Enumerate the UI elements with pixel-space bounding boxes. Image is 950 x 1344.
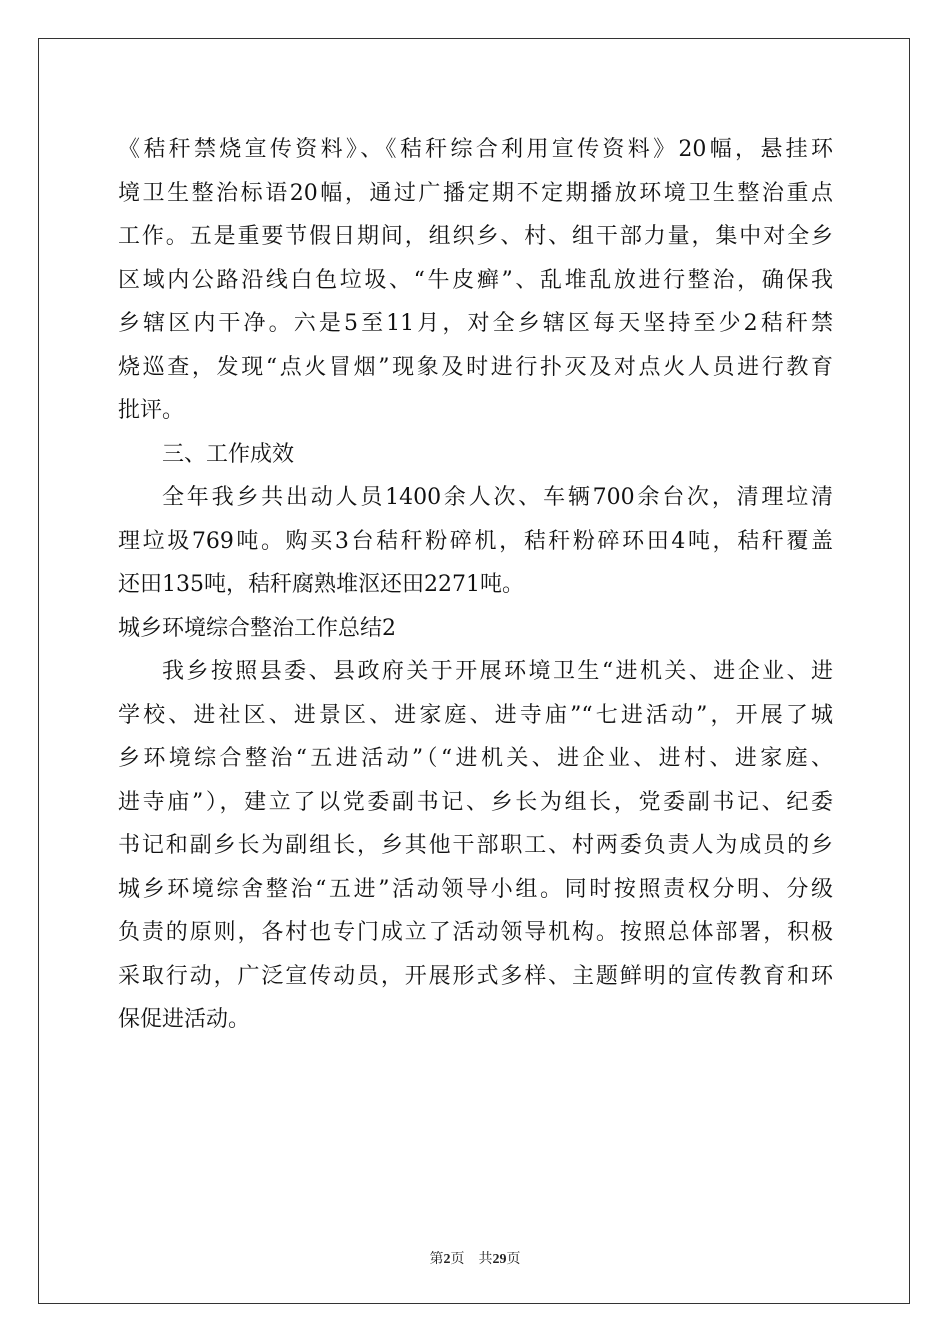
text-line: 进寺庙”），建立了以党委副书记、乡长为组长，党委副书记、纪委 — [118, 789, 833, 815]
text-line: 全年我乡共出动人员1400余人次、车辆700余台次，清理垃清 — [162, 485, 833, 510]
document-body — [118, 128, 833, 1042]
text-line: 《秸秆禁烧宣传资料》、《秸秆综合利用宣传资料》20幅，悬挂环 — [118, 137, 833, 162]
text-line: 保促进活动。 — [118, 1007, 251, 1032]
text-line: 我乡按照县委、县政府关于开展环境卫生“进机关、进企业、进 — [162, 659, 833, 684]
total-prefix: 共 — [478, 1251, 493, 1267]
text-line: 批评。 — [118, 398, 185, 423]
article-title: 城乡环境综合整治工作总结2 — [118, 615, 396, 641]
text-line: 区域内公路沿线白色垃圾、“牛皮癣”、乱堆乱放进行整治，确保我 — [118, 267, 833, 293]
total-pages: 29 — [492, 1252, 507, 1267]
text-line: 城乡环境综舍整治“五进”活动领导小组。同时按照责权分明、分级 — [118, 876, 833, 902]
text-line: 学校、进社区、进景区、进家庭、进寺庙”“七进活动”，开展了城 — [118, 702, 833, 728]
text-line: 烧巡查，发现“点火冒烟”现象及时进行扑灭及对点火人员进行教育 — [118, 354, 833, 380]
page-number: 2 — [443, 1252, 451, 1267]
page-footer — [0, 1248, 950, 1268]
text-line: 乡辖区内干净。六是5至11月，对全乡辖区每天坚持至少2秸秆禁 — [118, 311, 833, 336]
text-line: 还田135吨，秸秆腐熟堆沤还田2271吨。 — [118, 572, 524, 597]
text-line: 理垃圾769吨。购买3台秸秆粉碎机，秸秆粉碎环田4吨，秸秆覆盖 — [118, 528, 833, 554]
text-line: 采取行动，广泛宣传动员，开展形式多样、主题鲜明的宣传教育和环 — [118, 963, 833, 989]
text-line: 境卫生整治标语20幅，通过广播定期不定期播放环境卫生整治重点 — [118, 180, 833, 206]
paragraph — [118, 476, 833, 607]
page-prefix: 第 — [429, 1251, 444, 1267]
paragraph — [118, 128, 833, 433]
paragraph — [118, 650, 833, 1042]
text-line: 工作。五是重要节假日期间，组织乡、村、组干部力量，集中对全乡 — [118, 224, 833, 249]
total-suffix: 页 — [506, 1251, 521, 1267]
text-line: 乡环境综合整治“五进活动”（“进机关、进企业、进村、进家庭、 — [118, 746, 833, 771]
text-line: 书记和副乡长为副组长，乡其他干部职工、村两委负责人为成员的乡 — [118, 833, 833, 858]
page-suffix: 页 — [450, 1251, 465, 1267]
section-heading: 三、工作成效 — [162, 441, 295, 467]
text-line: 负责的原则，各村也专门成立了活动领导机构。按照总体部署，积极 — [118, 920, 833, 945]
